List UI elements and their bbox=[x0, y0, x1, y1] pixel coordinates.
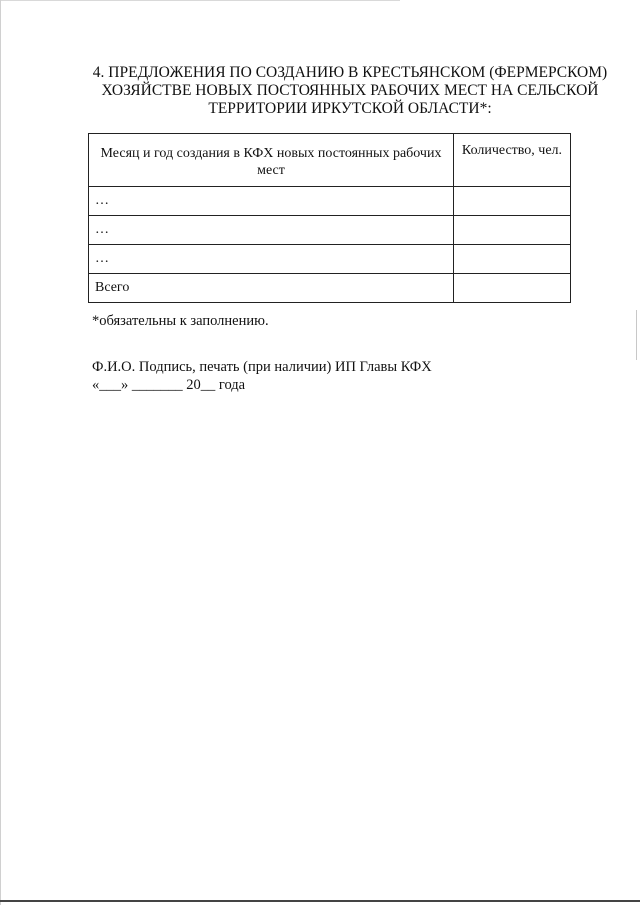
required-footnote: *обязательны к заполнению. bbox=[92, 313, 269, 329]
signature-block bbox=[92, 358, 432, 394]
column-header-count: Количество, чел. bbox=[454, 134, 571, 187]
jobs-proposal-table bbox=[88, 133, 571, 303]
cell-month: … bbox=[89, 245, 454, 274]
cell-month: … bbox=[89, 216, 454, 245]
cell-count bbox=[454, 216, 571, 245]
table-row bbox=[89, 216, 571, 245]
scan-border-top bbox=[0, 0, 400, 1]
scan-mark-right bbox=[636, 310, 637, 360]
cell-total-count bbox=[454, 274, 571, 303]
heading-line-1: 4. ПРЕДЛОЖЕНИЯ ПО СОЗДАНИЮ В КРЕСТЬЯНСКОМ (ФЕРМЕРСКОМ) bbox=[92, 64, 608, 81]
cell-total-label: Всего bbox=[89, 274, 454, 303]
cell-count bbox=[454, 245, 571, 274]
cell-count bbox=[454, 187, 571, 216]
column-header-month: Месяц и год создания в КФХ новых постоянных рабочих мест bbox=[89, 134, 454, 187]
scan-border-left bbox=[0, 0, 1, 905]
table-header-row bbox=[89, 134, 571, 187]
signature-line: Ф.И.О. Подпись, печать (при наличии) ИП Главы КФХ bbox=[92, 359, 432, 375]
date-line: «___» _______ 20__ года bbox=[92, 377, 246, 393]
table-row-total bbox=[89, 274, 571, 303]
heading-line-2: ХОЗЯЙСТВЕ НОВЫХ ПОСТОЯННЫХ РАБОЧИХ МЕСТ НА СЕЛЬСКОЙ bbox=[101, 82, 599, 99]
section-heading bbox=[80, 64, 620, 118]
table-row bbox=[89, 187, 571, 216]
table-row bbox=[89, 245, 571, 274]
scan-border-bottom bbox=[0, 900, 640, 902]
heading-line-3: ТЕРРИТОРИИ ИРКУТСКОЙ ОБЛАСТИ*: bbox=[208, 100, 492, 117]
cell-month: … bbox=[89, 187, 454, 216]
